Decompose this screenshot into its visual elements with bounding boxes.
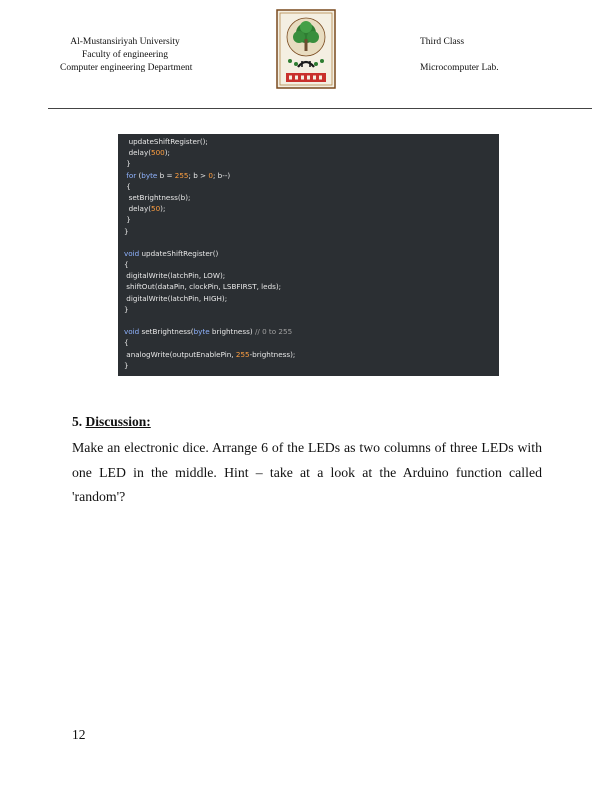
code-token: delay( (124, 148, 152, 158)
code-line (118, 259, 499, 270)
code-token: brightness) (209, 327, 255, 337)
code-line (118, 360, 499, 371)
code-token: void (124, 248, 140, 258)
code-token: for (124, 170, 137, 180)
code-token: delay( (124, 204, 152, 214)
code-line (118, 147, 499, 158)
code-token: -brightness); (249, 349, 296, 359)
lab-label: Microcomputer Lab. (420, 63, 499, 73)
code-token: } (124, 226, 129, 236)
code-token: ; b--) (212, 170, 231, 180)
code-token: b = (157, 170, 175, 180)
section-heading (72, 414, 151, 430)
code-line (118, 281, 499, 292)
code-token: updateShiftRegister() (139, 248, 219, 258)
code-line (118, 270, 499, 281)
code-line (118, 315, 499, 326)
header-institution (60, 36, 193, 75)
code-token: void (124, 327, 140, 337)
code-line (118, 158, 499, 169)
code-token: 0 (208, 170, 213, 180)
class-label: Third Class (420, 37, 465, 47)
code-token: ( (136, 170, 142, 180)
page-number: 12 (72, 727, 86, 742)
code-line (118, 237, 499, 248)
code-token: analogWrite(outputEnablePin, (124, 349, 236, 359)
code-token: shiftOut(dataPin, clockPin, LSBFIRST, leds); (124, 282, 282, 292)
code-token: ); (160, 204, 166, 214)
code-line (118, 304, 499, 315)
code-token: { (124, 260, 129, 270)
code-line (118, 214, 499, 225)
code-token: setBrightness(b); (124, 192, 191, 202)
code-line (118, 293, 499, 304)
header-divider (48, 108, 592, 109)
code-line (118, 136, 499, 147)
code-token: 255 (235, 349, 250, 359)
header-course (420, 36, 499, 75)
code-token: 50 (151, 204, 161, 214)
code-token: 255 (174, 170, 189, 180)
code-token: { (124, 338, 129, 348)
code-token: } (124, 215, 131, 225)
code-line (118, 248, 499, 259)
code-token: } (124, 360, 129, 370)
university-seal-icon (276, 9, 336, 89)
code-token: // 0 to 255 (254, 327, 293, 337)
code-token: byte (193, 327, 210, 337)
code-token: byte (141, 170, 158, 180)
code-token: setBrightness( (139, 327, 194, 337)
code-line (118, 181, 499, 192)
code-line (118, 170, 499, 181)
section-number: 5. (72, 414, 83, 429)
code-token: digitalWrite(latchPin, HIGH); (124, 293, 228, 303)
university-name: Al-Mustansiriyah University (70, 37, 180, 47)
faculty-name: Faculty of engineering (81, 50, 168, 60)
code-line (118, 337, 499, 348)
code-token: ); (164, 148, 170, 158)
code-screenshot (118, 134, 499, 376)
code-token: } (124, 304, 129, 314)
discussion-text: Make an electronic dice. Arrange 6 of the LEDs as two columns of three LEDs with one LED in the middle. Hint – take at a look at the Arduino function called 'random'? (72, 440, 542, 504)
code-line (118, 203, 499, 214)
code-token: updateShiftRegister(); (124, 137, 208, 146)
department-name: Computer engineering Department (60, 63, 193, 73)
section-title: Discussion: (85, 414, 151, 429)
code-token: 500 (151, 148, 165, 158)
code-line (118, 349, 499, 360)
code-token: } (124, 159, 131, 169)
code-token: ; b > (188, 170, 209, 180)
code-line (118, 192, 499, 203)
code-token: { (124, 181, 131, 191)
code-line (118, 326, 499, 337)
code-line (118, 226, 499, 237)
code-token: digitalWrite(latchPin, LOW); (124, 271, 226, 281)
